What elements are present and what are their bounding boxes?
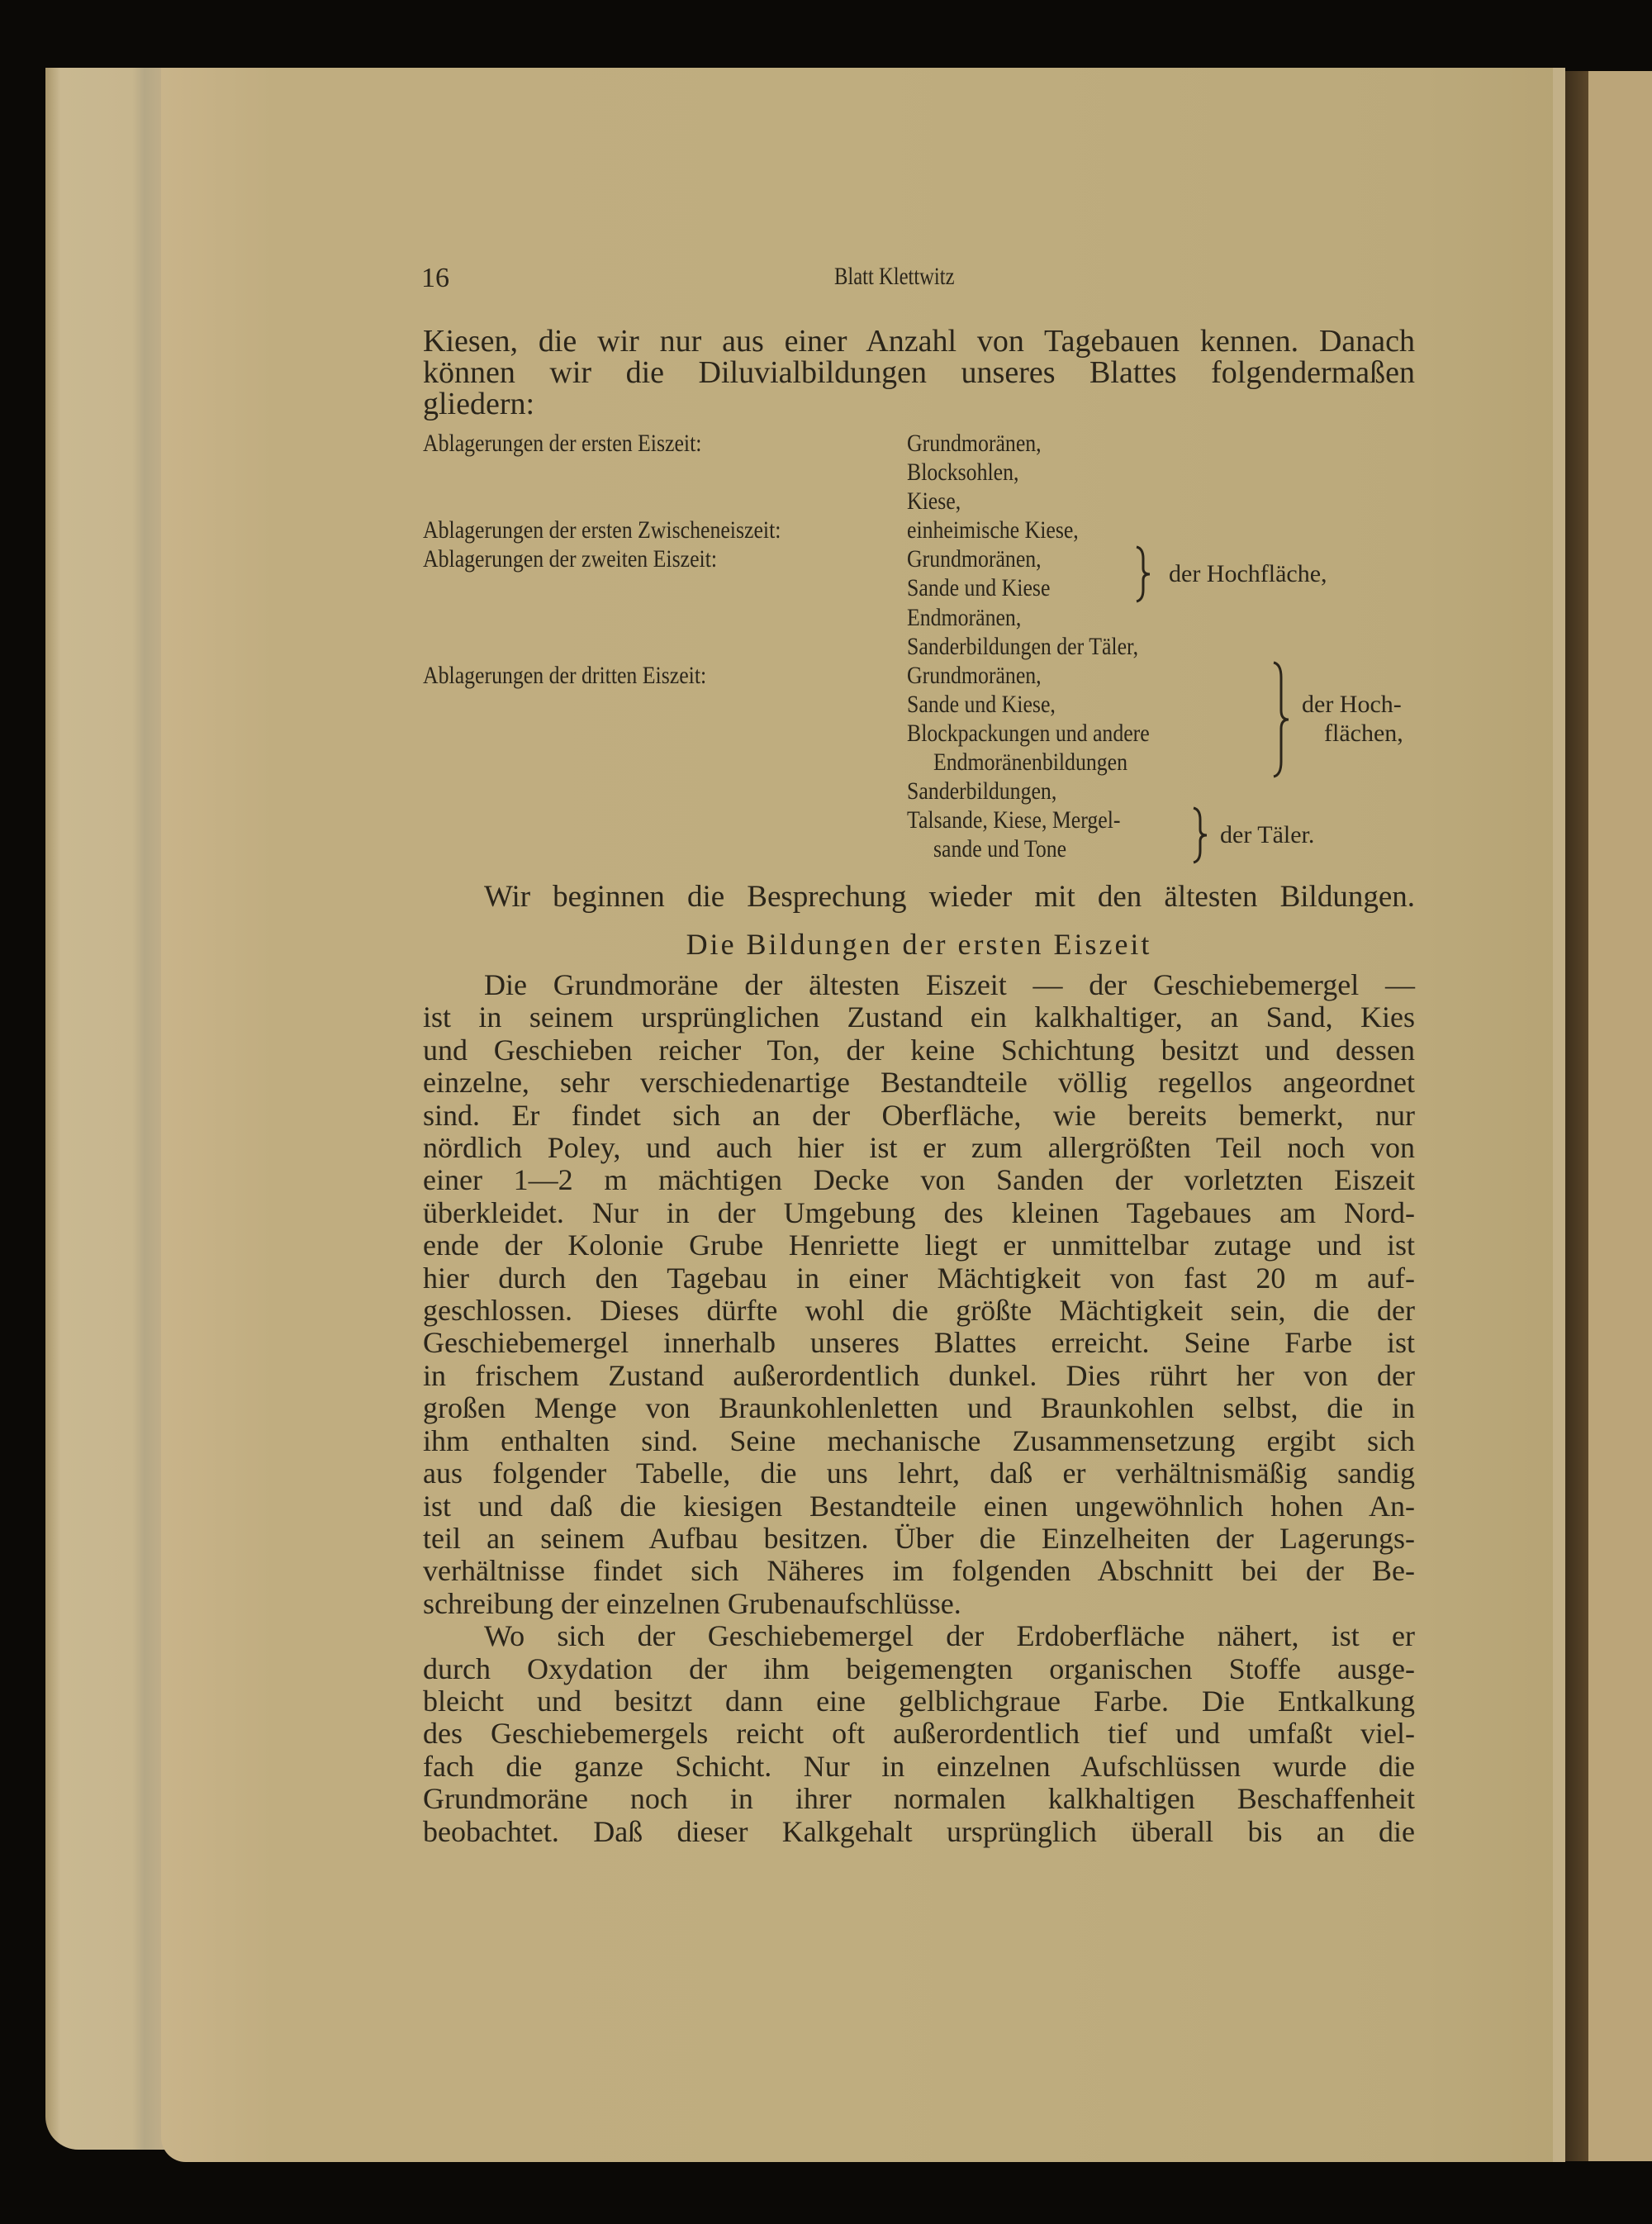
brace-label: flächen, bbox=[1324, 720, 1403, 747]
body-text bbox=[423, 969, 1415, 1848]
deposit-type: Blockpackungen und andere bbox=[907, 719, 1150, 747]
deposit-type: Grundmoränen, bbox=[907, 661, 1042, 689]
deposit-period: Ablagerungen der ersten Zwischeneiszeit: bbox=[423, 516, 781, 544]
brace-icon bbox=[1133, 545, 1153, 603]
intro-paragraph bbox=[423, 326, 1415, 420]
text-line: Die Grundmoräne der ältesten Eiszeit — der Geschiebemergel — bbox=[484, 968, 1415, 1001]
text-line: Kiesen, die wir nur aus einer Anzahl von Tagebauen kennen. Danach bbox=[423, 324, 1415, 359]
section-heading: Die Bildungen der ersten Eiszeit bbox=[686, 928, 1152, 961]
page-number: 16 bbox=[421, 263, 449, 293]
deposit-type: Sande und Kiese, bbox=[907, 690, 1056, 718]
deposit-period: Ablagerungen der dritten Eiszeit: bbox=[423, 661, 707, 689]
text-line: verhältnisse findet sich Näheres im folgenden Abschnitt bei der Be- bbox=[423, 1554, 1415, 1588]
text-line: in frischem Zustand außerordentlich dunkel. Dies rührt her von der bbox=[423, 1358, 1415, 1392]
text-line: ihm enthalten sind. Seine mechanische Zusammensetzung ergibt sich bbox=[423, 1423, 1415, 1457]
text-line: und Geschieben reicher Ton, der keine Schichtung besitzt und dessen bbox=[423, 1033, 1415, 1067]
deposit-type: einheimische Kiese, bbox=[907, 516, 1079, 544]
text-line: beobachtet. Daß dieser Kalkgehalt ursprünglich überall bis an die bbox=[423, 1814, 1415, 1848]
transition-sentence: Wir beginnen die Besprechung wieder mit den ältesten Bildungen. bbox=[484, 880, 1415, 914]
text-line: ist in seinem ursprünglichen Zustand ein kalkhaltiger, an Sand, Kies bbox=[423, 1000, 1415, 1034]
brace-icon bbox=[1270, 661, 1292, 778]
text-line: fach die ganze Schicht. Nur in einzelnen Aufschlüssen wurde die bbox=[423, 1749, 1415, 1783]
text-line: durch Oxydation der ihm beigemengten organischen Stoffe ausge- bbox=[423, 1651, 1415, 1685]
deposit-period: Ablagerungen der zweiten Eiszeit: bbox=[423, 545, 718, 573]
deposit-type: Endmoränen, bbox=[907, 603, 1022, 631]
deposit-type: Endmoränenbildungen bbox=[933, 748, 1128, 777]
text-line: gliedern: bbox=[423, 387, 535, 421]
deposit-type: Kiese, bbox=[907, 487, 961, 516]
brace-label: der Hoch- bbox=[1302, 691, 1402, 718]
text-line: hier durch den Tagebau in einer Mächtigkeit von fast 20 m auf- bbox=[423, 1261, 1415, 1295]
deposit-type: Sande und Kiese bbox=[907, 574, 1051, 602]
text-line: teil an seinem Aufbau besitzen. Über die Einzelheiten der Lagerungs- bbox=[423, 1521, 1415, 1555]
text-line: bleicht und besitzt dann eine gelblichgraue Farbe. Die Entkalkung bbox=[423, 1684, 1415, 1718]
deposit-type: Grundmoränen, bbox=[907, 430, 1042, 457]
text-line: sind. Er findet sich an der Oberfläche, wie bereits bemerkt, nur bbox=[423, 1098, 1415, 1132]
text-line: schreibung der einzelnen Grubenaufschlüsse. bbox=[423, 1586, 961, 1620]
facing-page-edge bbox=[1588, 71, 1652, 2161]
brace-label: der Hochfläche, bbox=[1169, 560, 1327, 587]
text-line: großen Menge von Braunkohlenletten und Braunkohlen selbst, die in bbox=[423, 1391, 1415, 1425]
text-line: ist und daß die kiesigen Bestandteile einen ungewöhnlich hohen An- bbox=[423, 1489, 1415, 1523]
text-line: überkleidet. Nur in der Umgebung des kleinen Tagebaues am Nord- bbox=[423, 1195, 1415, 1229]
brace-icon bbox=[1190, 806, 1210, 864]
deposit-type: Sanderbildungen, bbox=[907, 777, 1057, 805]
deposit-type: sande und Tone bbox=[933, 835, 1067, 863]
deposit-period: Ablagerungen der ersten Eiszeit: bbox=[423, 430, 702, 457]
text-line: Grundmoräne noch in ihrer normalen kalkhaltigen Beschaffenheit bbox=[423, 1782, 1415, 1816]
text-line: Wo sich der Geschiebemergel der Erdoberfläche nähert, ist er bbox=[484, 1619, 1415, 1653]
page-edge bbox=[1553, 68, 1565, 2162]
text-line: geschlossen. Dieses dürfte wohl die größte Mächtigkeit sein, die der bbox=[423, 1294, 1415, 1328]
running-title: Blatt Klettwitz bbox=[834, 263, 955, 290]
text-line: ende der Kolonie Grube Henriette liegt er unmittelbar zutage und ist bbox=[423, 1228, 1415, 1262]
text-line: können wir die Diluvialbildungen unseres Blattes folgendermaßen bbox=[423, 355, 1415, 390]
deposit-type: Talsande, Kiese, Mergel- bbox=[907, 806, 1121, 834]
text-line: Geschiebemergel innerhalb unseres Blattes erreicht. Seine Farbe ist bbox=[423, 1326, 1415, 1360]
deposit-type: Sanderbildungen der Täler, bbox=[907, 632, 1139, 660]
text-line: nördlich Poley, und auch hier ist er zum allergrößten Teil noch von bbox=[423, 1131, 1415, 1165]
deposit-type: Blocksohlen, bbox=[907, 459, 1019, 487]
text-line: aus folgender Tabelle, die uns lehrt, daß er verhältnismäßig sandig bbox=[423, 1457, 1415, 1490]
book-gutter bbox=[1565, 71, 1588, 2161]
deposit-type: Grundmoränen, bbox=[907, 545, 1042, 573]
text-line: des Geschiebemergels reicht oft außerordentlich tief und umfaßt viel- bbox=[423, 1717, 1415, 1751]
brace-label: der Täler. bbox=[1220, 821, 1315, 848]
text-line: einzelne, sehr verschiedenartige Bestandteile völlig regellos angeordnet bbox=[423, 1066, 1415, 1100]
text-line: einer 1—2 m mächtigen Decke von Sanden der vorletzten Eiszeit bbox=[423, 1163, 1415, 1197]
page-stack-edge bbox=[45, 68, 169, 2150]
